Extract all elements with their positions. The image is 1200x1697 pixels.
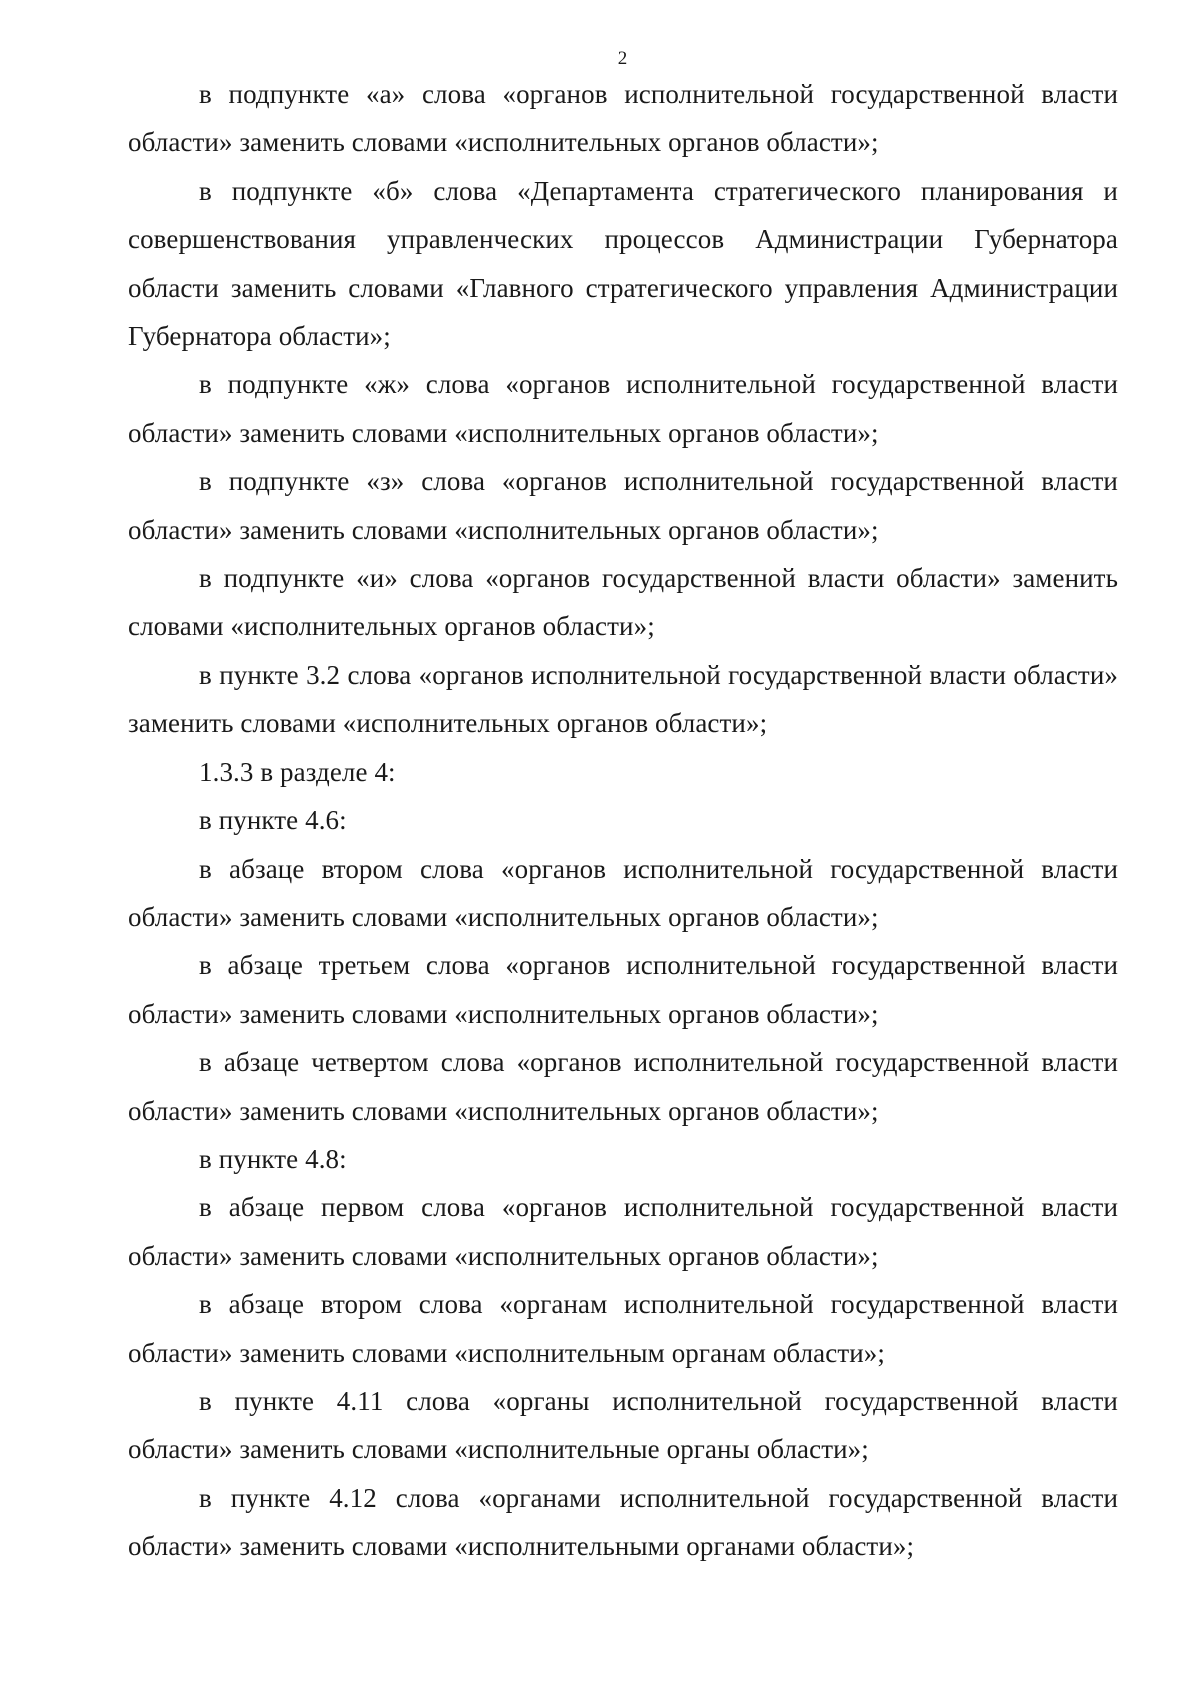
section-heading: 1.3.3 в разделе 4:: [199, 756, 396, 787]
paragraph: в пункте 4.12 слова «органами исполнительной государственной власти области» заменить словами «исполнительными органами области»;: [128, 1482, 1118, 1562]
paragraph: в абзаце первом слова «органов исполнительной государственной власти области» заменить словами «исполнительных органов области»;: [128, 1192, 1118, 1271]
paragraph: в абзаце втором слова «органам исполнительной государственной власти области» заменить словами «исполнительным органам области»;: [128, 1289, 1118, 1368]
document-body: [128, 70, 1118, 1571]
paragraph: в подпункте «а» слова «органов исполнительной государственной власти области» заменить словами «исполнительных органов области»;: [128, 79, 1118, 158]
paragraph: в абзаце четвертом слова «органов исполнительной государственной власти области» заменить словами «исполнительных органов области»;: [128, 1047, 1118, 1126]
subsection-heading: в пункте 4.8:: [199, 1143, 347, 1174]
paragraph: в подпункте «ж» слова «органов исполнительной государственной власти области» заменить словами «исполнительных органов области»;: [128, 369, 1118, 448]
subsection-heading: в пункте 4.6:: [199, 805, 347, 836]
paragraph: в пункте 3.2 слова «органов исполнительной государственной власти области» заменить словами «исполнительных органов области»;: [128, 659, 1118, 739]
paragraph: в абзаце третьем слова «органов исполнительной государственной власти области» заменить словами «исполнительных органов области»;: [128, 950, 1118, 1029]
paragraph: в подпункте «и» слова «органов государственной власти области» заменить словами «исполнительных органов области»;: [128, 563, 1118, 642]
paragraph: в подпункте «б» слова «Департамента стратегического планирования и совершенствования управленческих процессов Администрации Губернатора области заменить словами «Главного стратегического управления Администрации Губернатора области»;: [128, 175, 1118, 352]
paragraph: в подпункте «з» слова «органов исполнительной государственной власти области» заменить словами «исполнительных органов области»;: [128, 466, 1118, 545]
page-number: 2: [617, 48, 628, 69]
paragraph: в абзаце втором слова «органов исполнительной государственной власти области» заменить словами «исполнительных органов области»;: [128, 853, 1118, 932]
paragraph: в пункте 4.11 слова «органы исполнительной государственной власти области» заменить словами «исполнительные органы области»;: [128, 1385, 1118, 1465]
